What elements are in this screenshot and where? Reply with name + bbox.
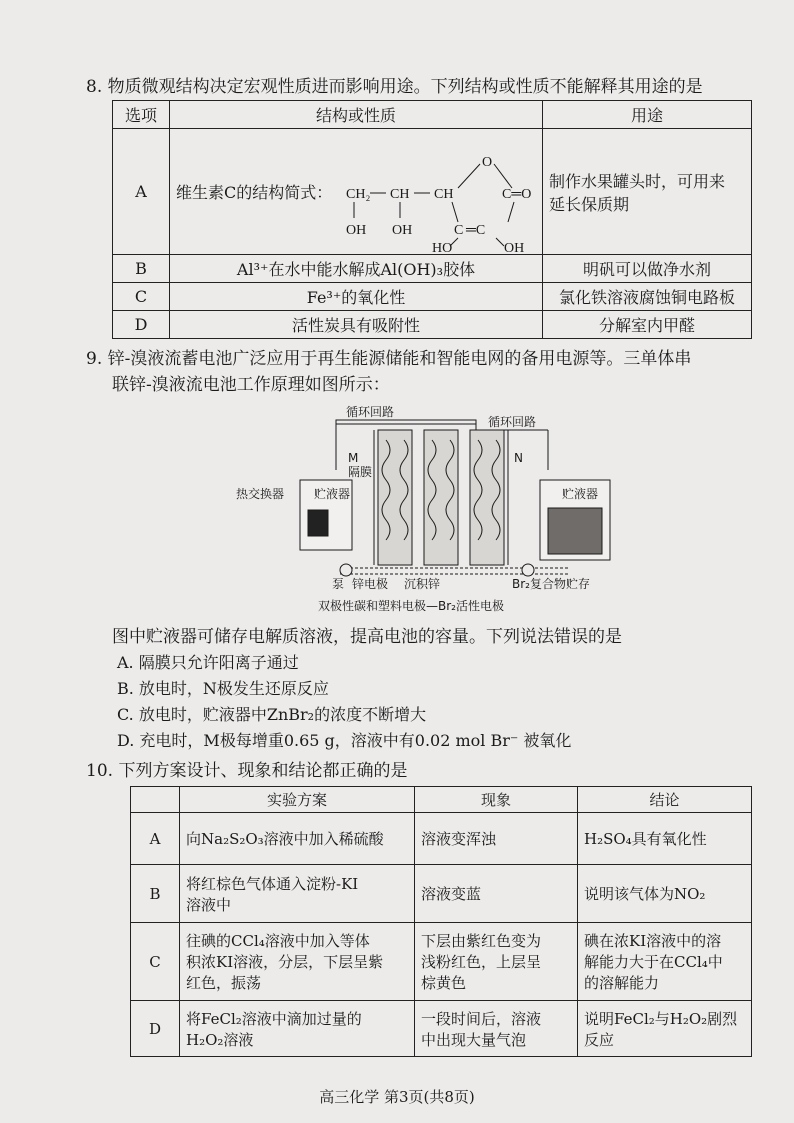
q8-header-option: 选项 (113, 101, 170, 129)
label-zinc-electrode: 锌电极 (352, 577, 389, 591)
q10-row-a-phenomenon (415, 813, 578, 865)
formula-carbonyl: C═O (502, 186, 532, 202)
q10-d-plan-line1: 将FeCl₂溶液中滴加过量的 (186, 1009, 362, 1028)
q8-row-property: Al³⁺在水中能水解成Al(OH)₃胶体 (170, 255, 543, 283)
label-bottom-caption: 双极性碳和塑料电极—Br₂活性电极 (318, 599, 504, 613)
table-row (131, 1001, 752, 1057)
q10-c-phenomenon-line2: 浅粉红色，上层呈 (421, 953, 542, 971)
label-membrane: 隔膜 (348, 465, 373, 479)
q10-row-c-phenomenon (415, 923, 578, 1001)
q10-d-plan-line2: H₂O₂溶液 (186, 1030, 254, 1049)
q10-a-conclusion-line1: H₂SO₄具有氧化性 (584, 830, 707, 848)
q8-header-property: 结构或性质 (170, 101, 543, 129)
vitamin-c-structure (346, 132, 536, 252)
q10-c-phenomenon-line1: 下层由紫红色变为 (421, 932, 542, 950)
question-9-after: 图中贮液器可储存电解质溶液，提高电池的容量。下列说法错误的是 (112, 627, 622, 647)
formula-oh-1: OH (346, 222, 367, 238)
question-10-stem: 10. 下列方案设计、现象和结论都正确的是 (86, 761, 408, 781)
question-8-table (112, 100, 752, 339)
formula-double-c: ═C (466, 222, 486, 238)
formula-oh-2: OH (392, 222, 413, 238)
label-n: N (514, 451, 523, 465)
q10-c-plan-line1: 往碘的CCl₄溶液中加入等体 (186, 932, 370, 950)
table-row (113, 311, 752, 339)
formula-ring-o: O (482, 154, 493, 170)
label-br2-store: Br₂复合物贮存 (512, 577, 590, 591)
question-9-stem-line1: 9. 锌-溴液流蓄电池广泛应用于再生能源储能和智能电网的备用电源等。三单体串 (86, 349, 692, 369)
q10-c-phenomenon-line3: 棕黄色 (421, 974, 467, 992)
q10-c-conclusion-line3: 的溶解能力 (584, 974, 660, 992)
q10-c-plan-line2: 积浓KI溶液，分层，下层呈紫 (186, 953, 384, 971)
label-tank-left: 贮液器 (314, 487, 351, 501)
q9-option-b: B. 放电时，N极发生还原反应 (117, 679, 329, 698)
page-footer: 高三化学 第3页(共8页) (319, 1088, 475, 1106)
q9-option-d: D. 充电时，M极每增重0.65 g，溶液中有0.02 mol Br⁻ 被氧化 (117, 731, 572, 750)
question-8-stem: 8. 物质微观结构决定宏观性质进而影响用途。下列结构或性质不能解释其用途的是 (86, 77, 703, 97)
q10-d-phenomenon-line1: 一段时间后，溶液 (421, 1009, 542, 1028)
vitamin-c-label: 维生素C的结构简式： (176, 182, 333, 202)
q8-row-label: A (113, 129, 170, 255)
table-row (131, 865, 752, 923)
q8-row-property: 活性炭具有吸附性 (170, 311, 543, 339)
q10-row-d-phenomenon (415, 1001, 578, 1057)
label-loop-left: 循环回路 (346, 405, 395, 419)
q8-header-use: 用途 (543, 101, 752, 129)
q10-header-phenomenon: 现象 (415, 787, 578, 813)
q10-row-b-plan (180, 865, 415, 923)
formula-ho: HO (432, 240, 453, 252)
q10-row-c-conclusion (578, 923, 752, 1001)
q8-row-a-use-line2: 延长保质期 (549, 194, 630, 214)
q8-row-use: 氯化铁溶液腐蚀铜电路板 (543, 283, 752, 311)
q10-row-b-conclusion (578, 865, 752, 923)
q10-b-phenomenon-line1: 溶液变蓝 (421, 885, 482, 903)
q10-c-plan-line3: 红色，振荡 (186, 974, 262, 992)
q9-option-c: C. 放电时，贮液器中ZnBr₂的浓度不断增大 (117, 705, 427, 724)
label-loop-right: 循环回路 (488, 415, 537, 429)
q8-row-label: C (113, 283, 170, 311)
formula-ch-2: CH (434, 186, 454, 202)
table-row (131, 813, 752, 865)
q10-row-c-plan (180, 923, 415, 1001)
q10-row-label: A (131, 813, 180, 865)
q10-d-phenomenon-line2: 中出现大量气泡 (421, 1030, 527, 1049)
q10-a-phenomenon-line1: 溶液变浑浊 (421, 830, 497, 848)
table-row (113, 255, 752, 283)
q8-row-a-use-line1: 制作水果罐头时，可用来 (549, 171, 726, 191)
q10-b-conclusion-line1: 说明该气体为NO₂ (584, 885, 706, 903)
q10-row-label: B (131, 865, 180, 923)
q8-row-label: D (113, 311, 170, 339)
q10-c-conclusion-line1: 碘在浓KI溶液中的溶 (584, 932, 722, 950)
question-9-stem-line2: 联锌-溴液流电池工作原理如图所示： (112, 375, 390, 395)
q10-header-conclusion: 结论 (578, 787, 752, 813)
label-heat-exchanger: 热交换器 (236, 487, 285, 501)
q10-row-d-plan (180, 1001, 415, 1057)
q10-row-d-conclusion (578, 1001, 752, 1057)
q8-row-use: 分解室内甲醛 (543, 311, 752, 339)
q10-row-a-conclusion (578, 813, 752, 865)
q10-d-conclusion-line1: 说明FeCl₂与H₂O₂剧烈 (584, 1009, 738, 1028)
q8-row-use: 明矾可以做净水剂 (543, 255, 752, 283)
formula-ch-1: CH (390, 186, 410, 202)
q10-header-plan: 实验方案 (180, 787, 415, 813)
table-row (113, 129, 752, 255)
label-deposit-zinc: 沉积锌 (404, 577, 441, 591)
battery-diagram (228, 400, 658, 618)
label-m: M (348, 451, 359, 465)
q10-row-label: D (131, 1001, 180, 1057)
label-pump: 泵 (332, 577, 345, 591)
formula-ch2: CH₂ (346, 186, 371, 202)
q10-header-empty (131, 787, 180, 813)
table-row (113, 283, 752, 311)
q9-option-a: A. 隔膜只允许阳离子通过 (117, 653, 299, 672)
label-tank-right: 贮液器 (562, 487, 599, 501)
q10-row-label: C (131, 923, 180, 1001)
q10-row-a-plan (180, 813, 415, 865)
q8-row-label: B (113, 255, 170, 283)
formula-c: C (454, 222, 464, 238)
q10-b-plan-line2: 溶液中 (186, 895, 232, 914)
q10-a-plan-line1: 向Na₂S₂O₃溶液中加入稀硫酸 (186, 830, 384, 848)
q10-b-plan-line1: 将红棕色气体通入淀粉-KI (186, 874, 359, 893)
table-row (131, 923, 752, 1001)
q10-row-b-phenomenon (415, 865, 578, 923)
q10-d-conclusion-line2: 反应 (584, 1030, 615, 1049)
q8-row-a-use (543, 129, 752, 255)
q8-row-a-property (170, 129, 543, 255)
q10-c-conclusion-line2: 解能力大于在CCl₄中 (584, 953, 723, 971)
q8-row-property: Fe³⁺的氧化性 (170, 283, 543, 311)
question-10-table (130, 786, 752, 1057)
formula-oh-3: OH (504, 240, 525, 252)
